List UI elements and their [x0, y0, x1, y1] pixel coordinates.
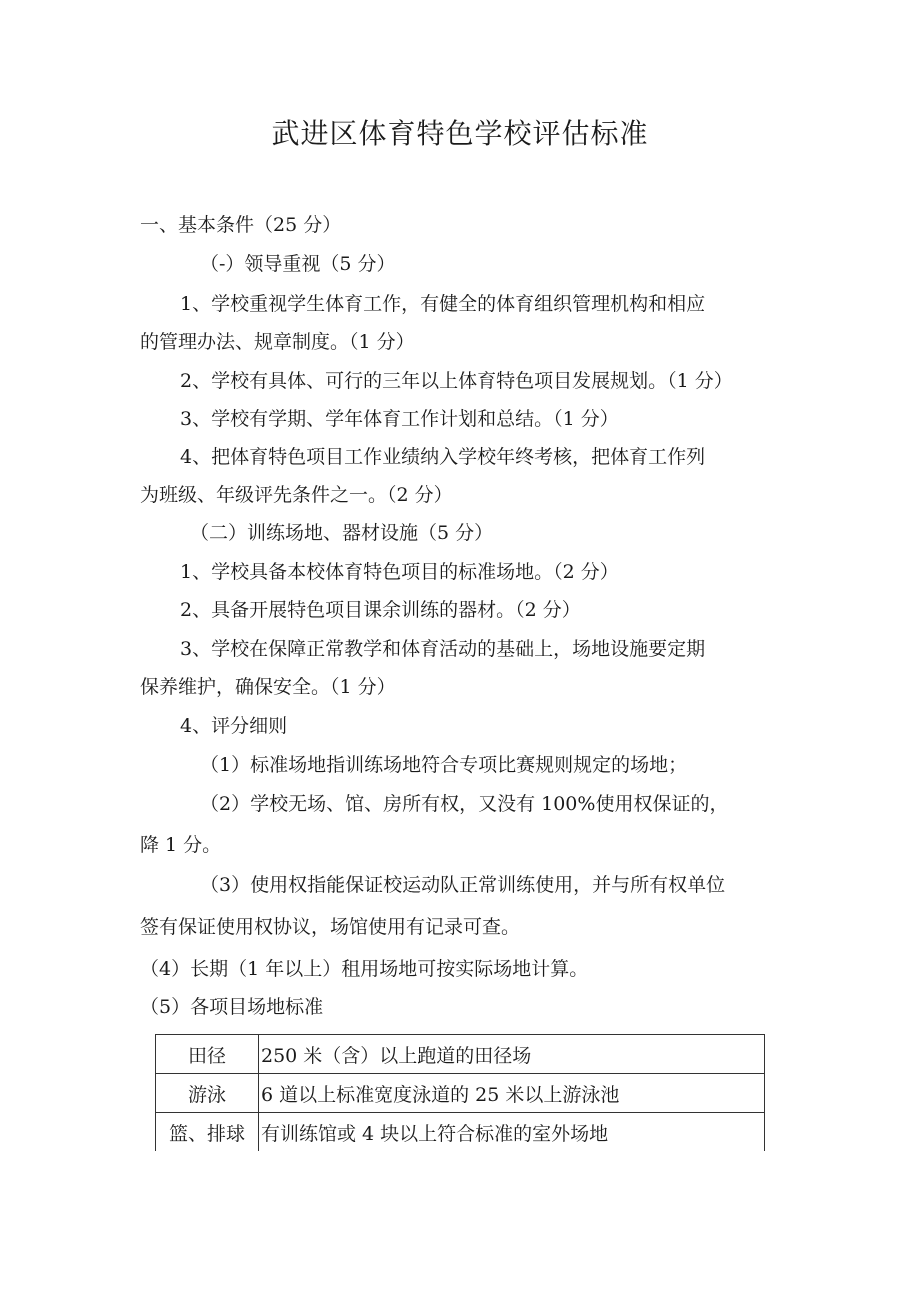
- paragraph-line: 3、学校在保障正常教学和体育活动的基础上，场地设施要定期: [180, 638, 706, 660]
- table-row: [156, 1035, 765, 1074]
- table-cell-standard: 250 米（含）以上跑道的田径场: [259, 1035, 765, 1074]
- paragraph-line: （5）各项目场地标准: [140, 996, 324, 1018]
- paragraph-line: 4、把体育特色项目工作业绩纳入学校年终考核，把体育工作列: [180, 446, 706, 468]
- paragraph-line: （4）长期（1 年以上）租用场地可按实际场地计算。: [140, 958, 589, 980]
- subsection-heading-venues-equipment: （二）训练场地、器材设施（5 分）: [190, 522, 494, 544]
- table-row: [156, 1074, 765, 1113]
- table-cell-sport: 篮、排球: [156, 1113, 259, 1152]
- paragraph-line: 保养维护，确保安全。（1 分）: [140, 676, 396, 698]
- venue-standards-table: [155, 1034, 765, 1151]
- paragraph-line: 2、学校有具体、可行的三年以上体育特色项目发展规划。（1 分）: [180, 370, 733, 392]
- section-heading-basic-conditions: 一、基本条件（25 分）: [140, 214, 342, 236]
- page-title: 武进区体育特色学校评估标准: [271, 117, 649, 150]
- paragraph-line: （3）使用权指能保证校运动队正常训练使用，并与所有权单位: [200, 874, 726, 896]
- subsection-heading-leadership: （-）领导重视（5 分）: [200, 253, 396, 275]
- paragraph-line: （1）标准场地指训练场地符合专项比赛规则规定的场地；: [200, 754, 688, 776]
- table-cell-sport: 游泳: [156, 1074, 259, 1113]
- paragraph-line: 降 1 分。: [140, 834, 222, 856]
- paragraph-line: 2、具备开展特色项目课余训练的器材。（2 分）: [180, 599, 581, 621]
- table-cell-standard: 有训练馆或 4 块以上符合标准的室外场地: [259, 1113, 765, 1152]
- paragraph-line: 签有保证使用权协议，场馆使用有记录可查。: [140, 916, 521, 938]
- paragraph-line: 1、学校重视学生体育工作，有健全的体育组织管理机构和相应: [180, 293, 706, 315]
- table-cell-sport: 田径: [156, 1035, 259, 1074]
- paragraph-line: 的管理办法、规章制度。（1 分）: [140, 331, 415, 353]
- paragraph-line: 4、评分细则: [180, 715, 288, 737]
- paragraph-line: 3、学校有学期、学年体育工作计划和总结。（1 分）: [180, 408, 619, 430]
- table-cell-standard: 6 道以上标准宽度泳道的 25 米以上游泳池: [259, 1074, 765, 1113]
- table-row: [156, 1113, 765, 1152]
- paragraph-line: 1、学校具备本校体育特色项目的标准场地。（2 分）: [180, 561, 619, 583]
- paragraph-line: 为班级、年级评先条件之一。（2 分）: [140, 484, 453, 506]
- paragraph-line: （2）学校无场、馆、房所有权，又没有 100%使用权保证的，: [200, 793, 729, 815]
